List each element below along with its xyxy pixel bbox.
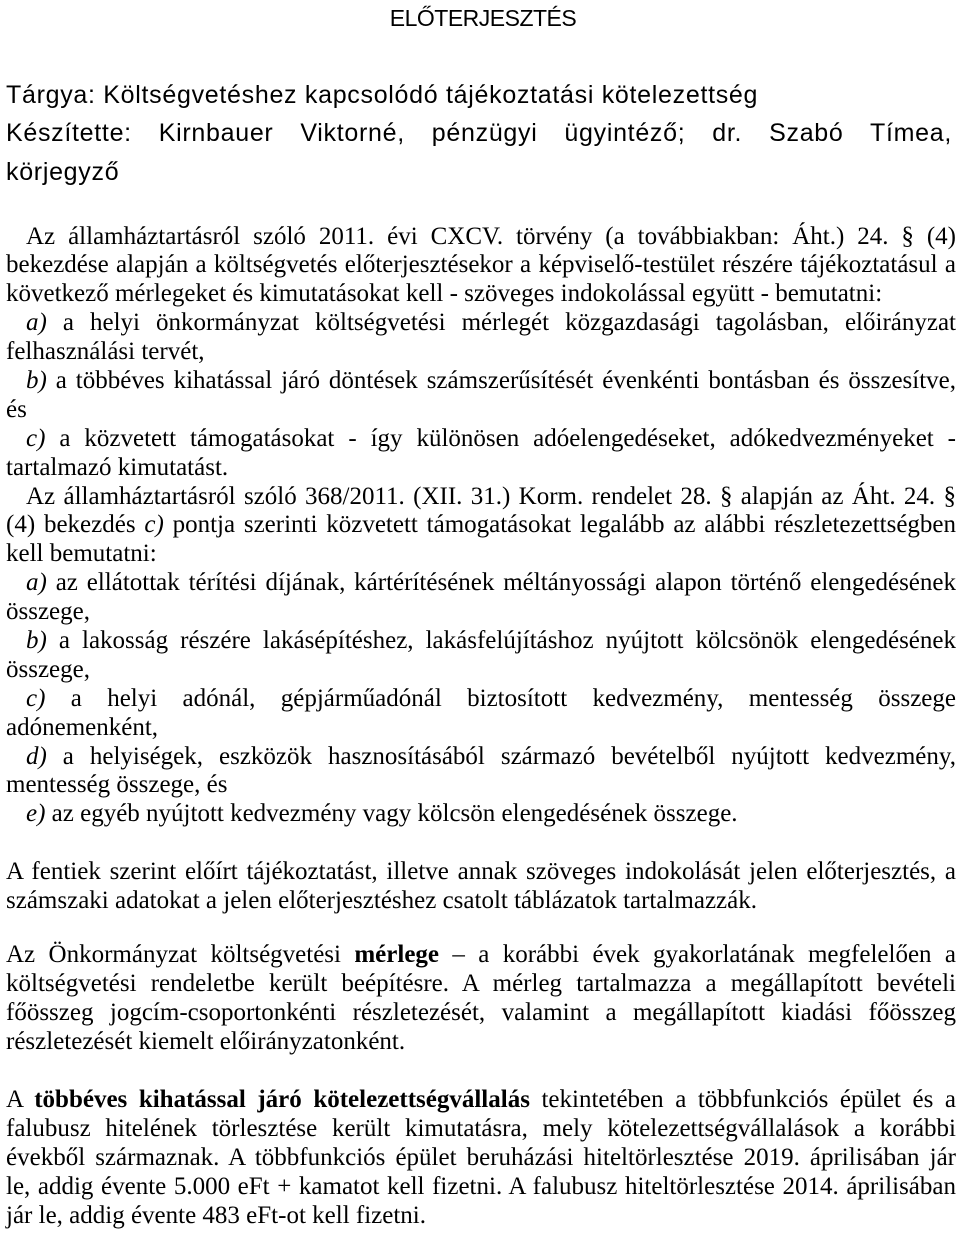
list-item [6, 309, 956, 338]
text-line: következő mérlegeket és kimutatásokat kell - szöveges indokolással együtt - bemutatni: [6, 280, 883, 308]
list-marker: d) [26, 742, 47, 770]
text-line: költségvetési rendeletbe került beépítésre. A mérleg tartalmazza a megállapított bevételi [6, 970, 956, 998]
information-paragraph [6, 858, 956, 916]
list-marker: a) [26, 569, 47, 597]
text-line [6, 1086, 956, 1115]
list-item [6, 800, 956, 829]
list-item-continuation: összege, [6, 598, 90, 626]
legal-basis-paragraph [6, 223, 956, 483]
list-item-text: a helyi adónál, gépjárműadónál biztosított kedvezmény, mentesség összege [70, 684, 956, 712]
list-item-text: az ellátottak térítési díjának, kártérítésének méltányossági alapon történő elengedésének [55, 569, 956, 597]
text-line: kell bemutatni: [6, 540, 157, 568]
text-line: bekezdése alapján a költségvetés előterjesztésekor a képviselő-testület részére tájékoztatásul a [6, 251, 956, 279]
bold-term: többéves kihatással járó kötelezettségvállalás [34, 1086, 530, 1114]
list-item [6, 743, 956, 772]
text-segment: tekintetében a többfunkciós épület és a [541, 1086, 957, 1114]
list-item-text: az egyéb nyújtott kedvezmény vagy kölcsön elengedésének összege. [51, 800, 738, 828]
document-title: ELŐTERJESZTÉS [389, 5, 577, 31]
list-item-text: a többéves kihatással járó döntések számszerűsítését évenkénti bontásban és összesítve, [55, 366, 957, 394]
decree-paragraph [6, 483, 956, 830]
text-line: le, addig évente 5.000 eFt + kamatot kell fizetni. A falubusz hiteltörlesztése 2014. áprilisában [6, 1172, 956, 1200]
text-line: Az államháztartásról szóló 2011. évi CXCV. törvény (a továbbiakban: Áht.) 24. § (4) [26, 222, 956, 250]
text-line: falubusz hitelének törlesztése került kimutatásra, mely kötelezettségvállalások a korábbi [6, 1115, 956, 1143]
bold-term: mérlege [354, 941, 440, 969]
list-marker: a) [26, 309, 47, 337]
text-segment: – a korábbi évek gyakorlatának megfelelően a [452, 941, 957, 969]
list-marker: b) [26, 626, 47, 654]
text-line [6, 511, 956, 540]
list-item-continuation: mentesség összege, és [6, 771, 228, 799]
list-item-text: a lakosság részére lakásépítéshez, lakásfelújításhoz nyújtott kölcsönök elengedésének [58, 626, 956, 654]
commitments-paragraph [6, 1086, 956, 1230]
text-segment: pontja szerinti közvetett támogatásokat legalább az alábbi részletezettségben [172, 511, 957, 539]
text-line: jár le, addig évente 483 eFt-ot kell fizetni. [6, 1201, 426, 1229]
text-segment: (4) bekezdés [6, 511, 136, 539]
list-item [6, 569, 956, 598]
list-item-continuation: adónemenként, [6, 713, 159, 741]
document-header [6, 76, 952, 192]
list-marker: c) [26, 424, 46, 452]
text-line: számszaki adatokat a jelen előterjesztéshez csatolt táblázatok tartalmazzák. [6, 887, 758, 915]
balance-paragraph [6, 941, 956, 1057]
text-segment: A [6, 1086, 23, 1114]
list-item-continuation: és [6, 395, 27, 423]
text-segment: Az Önkormányzat költségvetési [6, 941, 341, 969]
list-marker: c) [26, 684, 46, 712]
text-line [6, 941, 956, 970]
text-line: főösszeg jogcím-csoportonkénti részletezését, valamint a megállapított kiadási főösszeg [6, 999, 956, 1027]
text-line: évekből származnak. A többfunkciós épület beruházási hiteltörlesztése 2019. áprilisában jár [6, 1144, 956, 1172]
list-item-text: a helyiségek, eszközök hasznosításából származó bevételből nyújtott kedvezmény, [62, 742, 956, 770]
list-item-continuation: felhasználási tervét, [6, 338, 205, 366]
prepared-by-line: Készítette: Kirnbauer Viktorné, pénzügyi ügyintéző; dr. Szabó Tímea, [6, 119, 952, 148]
list-marker: b) [26, 366, 47, 394]
list-item-continuation: tartalmazó kimutatást. [6, 453, 229, 481]
list-item [6, 367, 956, 396]
list-marker: e) [26, 800, 46, 828]
list-item [6, 627, 956, 656]
list-item-continuation: összege, [6, 655, 90, 683]
list-item [6, 425, 956, 454]
prepared-by-line-continued: körjegyző [6, 157, 120, 186]
list-item-text: a közvetett támogatásokat - így különösen adóelengedéseket, adókedvezményeket - [59, 424, 956, 452]
text-line: Az államháztartásról szóló 368/2011. (XII. 31.) Korm. rendelet 28. § alapján az Áht. 24. § [26, 482, 956, 510]
document-body [6, 223, 956, 1231]
subject-line: Tárgya: Költségvetéshez kapcsolódó tájékoztatási kötelezettség [6, 80, 759, 109]
point-marker: c) [144, 511, 164, 539]
text-line: A fentiek szerint előírt tájékoztatást, illetve annak szöveges indokolását jelen előterjesztés, a [6, 858, 956, 886]
text-line: részletezését kiemelt előirányzatonként. [6, 1027, 406, 1055]
list-item [6, 685, 956, 714]
list-item-text: a helyi önkormányzat költségvetési mérlegét közgazdasági tagolásban, előirányzat [62, 309, 956, 337]
